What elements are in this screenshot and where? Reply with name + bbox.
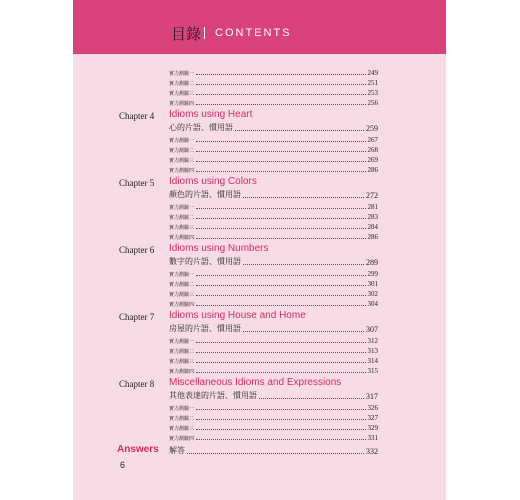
toc-entry[interactable]: 實力測驗一 312 <box>169 337 378 345</box>
toc-entry[interactable]: 實力測驗二 327 <box>169 414 378 422</box>
toc-main-entry[interactable]: 數字的片語、慣用語 289 <box>169 257 378 267</box>
toc-entry[interactable]: 實力測驗二 251 <box>169 79 378 87</box>
toc-main-entry[interactable]: 房屋的片語、慣用語 307 <box>169 324 378 334</box>
toc-entry[interactable]: 實力測驗三 253 <box>169 89 378 97</box>
chapter-title[interactable]: Idioms using Colors <box>169 176 257 187</box>
header-title-en: CONTENTS <box>215 27 292 39</box>
chapter-title[interactable]: Idioms using Numbers <box>169 243 269 254</box>
chapter-label: Chapter 4 <box>119 111 155 121</box>
page-number: 6 <box>120 460 126 470</box>
header-title-zh: 目錄 <box>171 25 202 43</box>
answers-label[interactable]: Answers <box>117 444 159 455</box>
chapter-title[interactable]: Idioms using House and Home <box>169 310 306 321</box>
toc-entry[interactable]: 實力測驗一 326 <box>169 404 378 412</box>
chapter-label: Chapter 6 <box>119 245 155 255</box>
chapter-label: Chapter 7 <box>119 312 155 322</box>
toc-entry[interactable]: 實力測驗三 284 <box>169 223 378 231</box>
toc-entry[interactable]: 實力測驗四 286 <box>169 166 378 174</box>
toc-entry[interactable]: 實力測驗三 314 <box>169 357 378 365</box>
toc-entry[interactable]: 實力測驗四 315 <box>169 367 378 375</box>
toc-entry[interactable]: 實力測驗一 249 <box>169 69 378 77</box>
chapter-title[interactable]: Idioms using Heart <box>169 109 253 120</box>
toc-entry[interactable]: 實力測驗四 304 <box>169 300 378 308</box>
toc-entry[interactable]: 實力測驗三 269 <box>169 156 378 164</box>
toc-entry[interactable]: 實力測驗三 302 <box>169 290 378 298</box>
toc-entry[interactable]: 實力測驗二 283 <box>169 213 378 221</box>
toc-page <box>73 0 446 500</box>
toc-entry[interactable]: 實力測驗一 281 <box>169 203 378 211</box>
toc-main-entry[interactable]: 心的片語、慣用語 259 <box>169 123 378 133</box>
toc-entry[interactable]: 實力測驗一 299 <box>169 270 378 278</box>
toc-entry[interactable]: 實力測驗二 268 <box>169 146 378 154</box>
toc-entry[interactable]: 實力測驗四 256 <box>169 99 378 107</box>
header-banner <box>73 0 446 54</box>
toc-main-entry[interactable]: 顏色的片語、慣用語 272 <box>169 190 378 200</box>
toc-entry[interactable]: 實力測驗四 286 <box>169 233 378 241</box>
toc-entry[interactable]: 實力測驗二 301 <box>169 280 378 288</box>
toc-entry[interactable]: 實力測驗一 267 <box>169 136 378 144</box>
toc-entry[interactable]: 實力測驗二 313 <box>169 347 378 355</box>
header-divider <box>204 27 205 39</box>
toc-entry[interactable]: 實力測驗三 329 <box>169 424 378 432</box>
toc-answers-entry[interactable]: 解答 332 <box>169 446 378 456</box>
toc-entry[interactable]: 實力測驗四 331 <box>169 434 378 442</box>
chapter-title[interactable]: Miscellaneous Idioms and Expressions <box>169 377 342 388</box>
chapter-label: Chapter 5 <box>119 178 155 188</box>
chapter-label: Chapter 8 <box>119 379 155 389</box>
toc-main-entry[interactable]: 其他表達的片語、慣用語 317 <box>169 391 378 401</box>
